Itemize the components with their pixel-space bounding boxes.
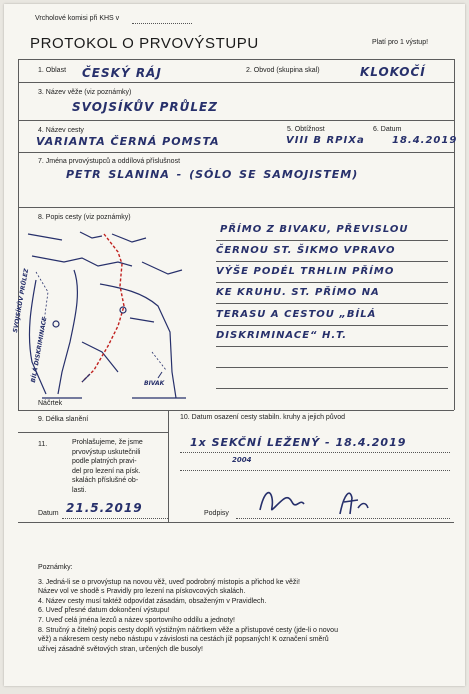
form-title: PROTOKOL O PRVOVÝSTUPU xyxy=(30,35,259,52)
field-11-label: 11. xyxy=(38,441,48,448)
note-item: užívej zásadně světových stran, určených dle busoly! xyxy=(38,645,203,653)
field-5-value: VIII B RPIXa xyxy=(286,135,365,146)
description-line: VÝŠE PODÉL TRHLIN PŘÍMO xyxy=(216,266,395,277)
description-line: ČERNOU ST. ŠIKMO VPRAVO xyxy=(216,245,396,256)
field-1-value: ČESKÝ RÁJ xyxy=(82,66,162,80)
notes xyxy=(38,563,458,654)
description-line: DISKRIMINACE“ H.T. xyxy=(216,330,348,341)
field-6-label: 6. Datum xyxy=(373,126,402,133)
dotted-line xyxy=(180,452,450,453)
note-item: 3. Jedná-li se o prvovýstup na novou věž, uveď podrobný místopis a přichod ke věži! xyxy=(38,578,300,586)
description-rule xyxy=(216,367,448,368)
route-line xyxy=(82,234,124,382)
declaration-line: del pro lezení na písk. xyxy=(72,467,141,475)
ring-bolt-icon xyxy=(53,321,59,327)
committee-line xyxy=(132,23,192,24)
field-2-label: 2. Obvod (skupina skal) xyxy=(246,67,320,74)
field-1-label: 1. Oblast xyxy=(38,67,67,74)
note-item: Název vol ve shodě s Pravidly pro lezení na pískovcových skalách. xyxy=(38,588,246,596)
frame-right xyxy=(454,59,455,410)
field-9-label: 9. Délka slanění xyxy=(38,416,89,423)
description-line: TERASU A CESTOU „BÍLÁ xyxy=(216,309,377,320)
signature-label: Podpisy xyxy=(204,510,229,517)
note-item: 4. Název cesty musí taktéž odpovídat zásadám, obsaženým v Pravidlech. xyxy=(38,597,267,605)
description-rule xyxy=(216,282,448,283)
row-line xyxy=(18,410,454,411)
frame-bottom xyxy=(18,522,454,523)
row-line xyxy=(18,120,454,121)
signature xyxy=(254,484,384,520)
dotted-line xyxy=(180,470,450,471)
field-10-label: 10. Datum osazení cesty stabiln. kruhy a jejich původ xyxy=(180,414,345,421)
field-3-value: SVOJSÍKŮV PRŮLEZ xyxy=(72,100,218,114)
note-item: 8. Stručný a čitelný popis cesty doplň výstižným náčrtkem věže a přístupové cesty (jde-li o novou xyxy=(38,626,338,634)
notes-heading: Poznámky: xyxy=(38,564,73,571)
sketch-note-bivak: BIVAK xyxy=(144,380,165,387)
field-7-value: PETR SLANINA - (SÓLO SE SAMOJISTEM) xyxy=(66,168,359,181)
description-rule xyxy=(216,346,448,347)
field-4-value: VARIANTA ČERNÁ POMSTA xyxy=(36,135,220,148)
row-line xyxy=(18,207,454,208)
field-10-value: 1x SEKČNÍ LEŽENÝ - 18.4.2019 xyxy=(190,436,407,449)
dotted-line xyxy=(62,518,168,519)
frame-top xyxy=(18,59,454,60)
sketch-note-tower: SVOJSÍKŮV PRŮLEZ xyxy=(12,268,31,334)
field-6-value: 18.4.2019 xyxy=(392,135,458,146)
field-2-value: KLOKOČÍ xyxy=(360,65,426,79)
field-7-label: 7. Jména prvovýstupců a oddílová příslušnost xyxy=(38,158,181,165)
description-rule xyxy=(216,325,448,326)
row-line xyxy=(18,82,454,83)
declaration-line: lasti. xyxy=(72,486,87,494)
note-item: 6. Uveď přesné datum dokončení výstupu! xyxy=(38,607,170,615)
column-divider xyxy=(168,410,169,522)
protocol-form xyxy=(4,4,465,686)
field-10-sub: 2004 xyxy=(232,456,252,464)
sketch-label: Náčrtek xyxy=(38,400,63,407)
field-4-label: 4. Název cesty xyxy=(38,127,84,134)
field-5-label: 5. Obtížnost xyxy=(287,126,325,133)
description-line: PŘÍMO Z BIVAKU, PŘEVISLOU xyxy=(220,224,409,235)
declaration-line: skalách příslušné ob- xyxy=(72,477,139,485)
description-rule xyxy=(216,388,448,389)
row-line xyxy=(18,432,168,433)
declaration-line: podle platných pravi- xyxy=(72,458,137,466)
date-label: Datum xyxy=(38,510,59,517)
description-rule xyxy=(216,303,448,304)
route-sketch xyxy=(22,222,192,400)
field-3-label: 3. Název věže (viz poznámky) xyxy=(38,89,132,96)
note-item: 7. Uveď celá jména lezců a název sportovního oddílu a jednoty! xyxy=(38,616,235,624)
sketch-note-route: BÍLÁ DISKRIMINACE xyxy=(30,316,49,384)
declaration-line: Prohlašujeme, že jsme xyxy=(72,439,143,446)
frame-left xyxy=(18,59,19,410)
declaration-line: prvovýstup uskutečnili xyxy=(72,448,141,456)
valid-note: Platí pro 1 výstup! xyxy=(372,39,429,46)
description-rule xyxy=(216,240,448,241)
field-8-label: 8. Popis cesty (viz poznámky) xyxy=(38,214,131,221)
description-rule xyxy=(216,261,448,262)
date-value: 21.5.2019 xyxy=(66,501,143,515)
description-line: KE KRUHU. ST. PŘÍMO NA xyxy=(216,287,380,298)
row-line xyxy=(18,152,454,153)
declaration-text xyxy=(72,438,143,496)
note-item: věž) a nákresem cesty nebo nástupu v závislosti na cestách již popsaných! K označení směrů xyxy=(38,636,329,644)
committee-label: Vrcholové komisi při KHS v xyxy=(35,15,120,22)
